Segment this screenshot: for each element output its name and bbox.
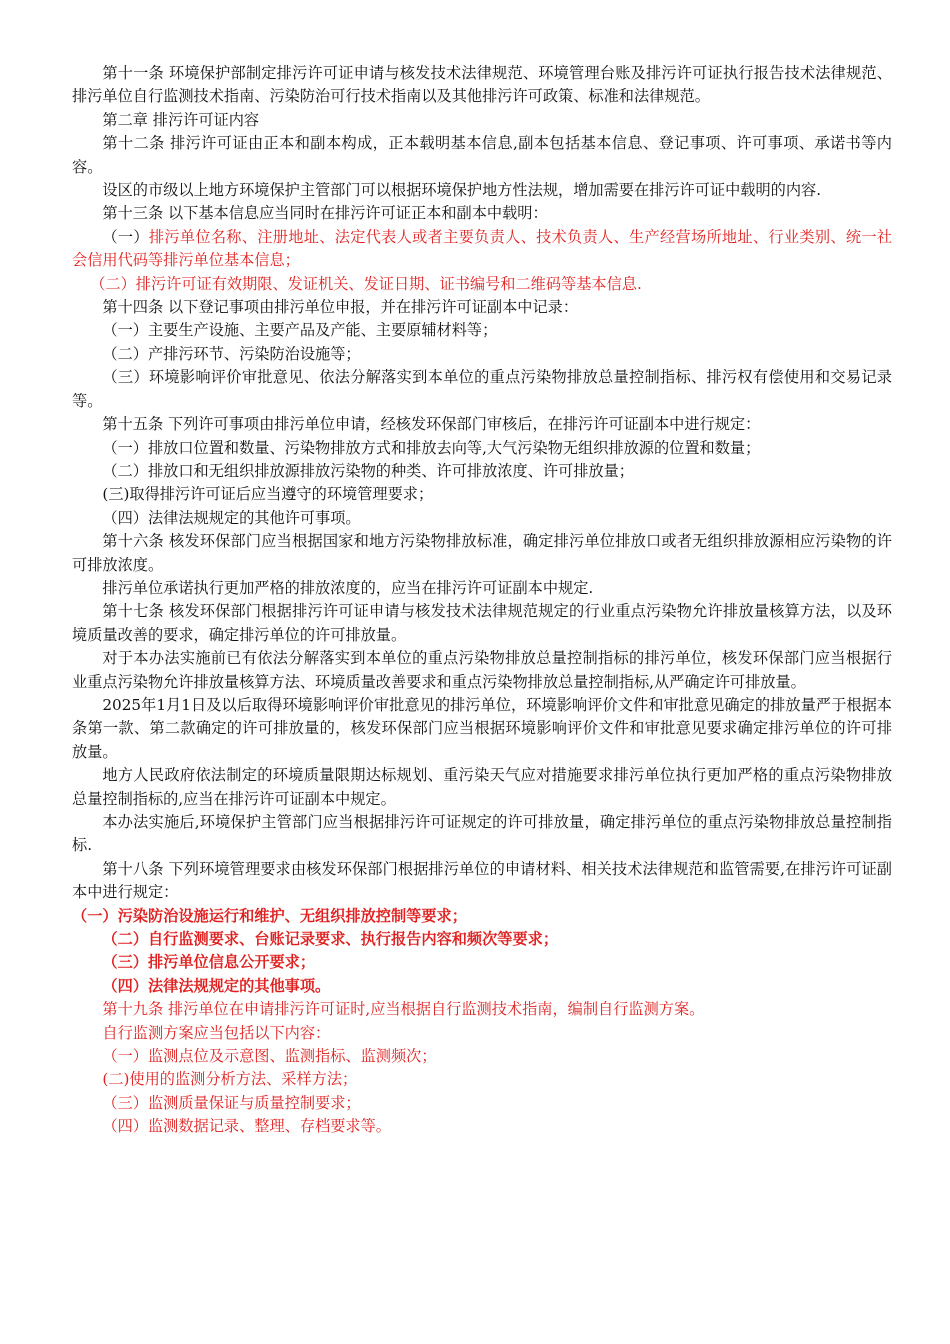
article-17-paragraph-5: 本办法实施后,环境保护主管部门应当根据排污许可证规定的许可排放量，确定排污单位的重点污染物排放总量控制指标. (72, 813, 892, 855)
article-19: 第十九条 排污单位在申请排污许可证时,应当根据自行监测技术指南，编制自行监测方案。 (102, 1000, 705, 1019)
article-13-item-2: （二）排污许可证有效期限、发证机关、发证日期、证书编号和二维码等基本信息. (90, 274, 642, 293)
article-18-item-4: （四）法律法规规定的其他事项。 (102, 976, 331, 995)
article-11: 第十一条 环境保护部制定排污许可证申请与核发技术法律规范、环境管理台账及排污许可证执行报告技术法律规范、排污单位自行监测技术指南、污染防治可行技术指南以及其他排污许可政策、标准和法律规范。 (72, 64, 892, 106)
article-18: 第十八条 下列环境管理要求由核发环保部门根据排污单位的申请材料、相关技术法律规范和监管需要,在排污许可证副本中进行规定： (72, 859, 892, 902)
article-17-paragraph-3: 2025年1月1日及以后取得环境影响评价审批意见的排污单位，环境影响评价文件和审批意见确定的排放量严于根据本条第一款、第二款确定的许可排放量的，核发环保部门应当根据环境影响评价文件和审批意见要求确定排污单位的许可排放量。 (72, 695, 892, 761)
article-19-item-3: （三）监测质量保证与质量控制要求； (102, 1093, 361, 1112)
article-14-item-3: （三）环境影响评价审批意见、依法分解落实到本单位的重点污染物排放总量控制指标、排污权有偿使用和交易记录等。 (72, 368, 892, 410)
article-15-item-4: （四）法律法规规定的其他许可事项。 (102, 508, 361, 527)
article-13-item-1 (72, 226, 892, 273)
article-18-item-1: （一）污染防治设施运行和维护、无组织排放控制等要求； (72, 906, 467, 925)
article-15-item-2: （二）排放口和无组织排放源排放污染物的种类、许可排放浓度、许可排放量； (102, 461, 634, 480)
article-13-item-1-text: 排污单位名称、注册地址、法定代表人或者主要负责人、技术负责人、生产经营场所地址、行业类别、统一社会信用代码等排污单位基本信息； (72, 227, 893, 270)
article-14-item-2: （二）产排污环节、污染防治设施等； (102, 344, 361, 363)
article-15-item-1: （一）排放口位置和数量、污染物排放方式和排放去向等,大气污染物无组织排放源的位置和数量； (102, 438, 761, 457)
article-19-paragraph-2: 自行监测方案应当包括以下内容： (102, 1023, 331, 1042)
article-14-item-1: （一）主要生产设施、主要产品及产能、主要原辅材料等； (102, 321, 498, 340)
article-12-paragraph-2: 设区的市级以上地方环境保护主管部门可以根据环境保护地方性法规，增加需要在排污许可证中载明的内容. (102, 181, 822, 200)
article-17-paragraph-2: 对于本办法实施前已有依法分解落实到本单位的重点污染物排放总量控制指标的排污单位，核发环保部门应当根据行业重点污染物允许排放量核算方法、环境质量改善要求和重点污染物排放总量控制指标,从严确定许可排放量。 (72, 649, 892, 691)
article-15: 第十五条 下列许可事项由排污单位申请，经核发环保部门审核后，在排污许可证副本中进行规定： (102, 415, 761, 434)
article-13: 第十三条 以下基本信息应当同时在排污许可证正本和副本中载明： (102, 204, 548, 223)
article-18-item-2: （二）自行监测要求、台账记录要求、执行报告内容和频次等要求； (102, 930, 559, 949)
article-17-paragraph-4: 地方人民政府依法制定的环境质量限期达标规划、重污染天气应对措施要求排污单位执行更加严格的重点污染物排放总量控制指标的,应当在排污许可证副本中规定。 (72, 766, 892, 808)
chapter-2-heading: 第二章 排污许可证内容 (102, 110, 260, 129)
article-18-item-3: （三）排污单位信息公开要求； (102, 953, 316, 972)
article-19-item-4: （四）监测数据记录、整理、存档要求等。 (102, 1117, 391, 1136)
article-14: 第十四条 以下登记事项由排污单位申报，并在排污许可证副本中记录： (102, 298, 579, 317)
article-12: 第十二条 排污许可证由正本和副本构成，正本载明基本信息,副本包括基本信息、登记事项、许可事项、承诺书等内容。 (72, 134, 892, 176)
article-15-item-3: (三)取得排污许可证后应当遵守的环境管理要求； (102, 485, 434, 504)
article-17: 第十七条 核发环保部门根据排污许可证申请与核发技术法律规范规定的行业重点污染物允许排放量核算方法，以及环境质量改善的要求，确定排污单位的许可排放量。 (72, 602, 892, 644)
article-19-item-1: （一）监测点位及示意图、监测指标、监测频次； (102, 1047, 437, 1066)
article-16-paragraph-2: 排污单位承诺执行更加严格的排放浓度的，应当在排污许可证副本中规定. (102, 578, 594, 597)
article-19-item-2: (二)使用的监测分析方法、采样方法； (102, 1070, 358, 1089)
article-13-item-1-label: （一） (102, 227, 149, 246)
article-16: 第十六条 核发环保部门应当根据国家和地方污染物排放标准，确定排污单位排放口或者无组织排放源相应污染物的许可排放浓度。 (72, 532, 892, 574)
